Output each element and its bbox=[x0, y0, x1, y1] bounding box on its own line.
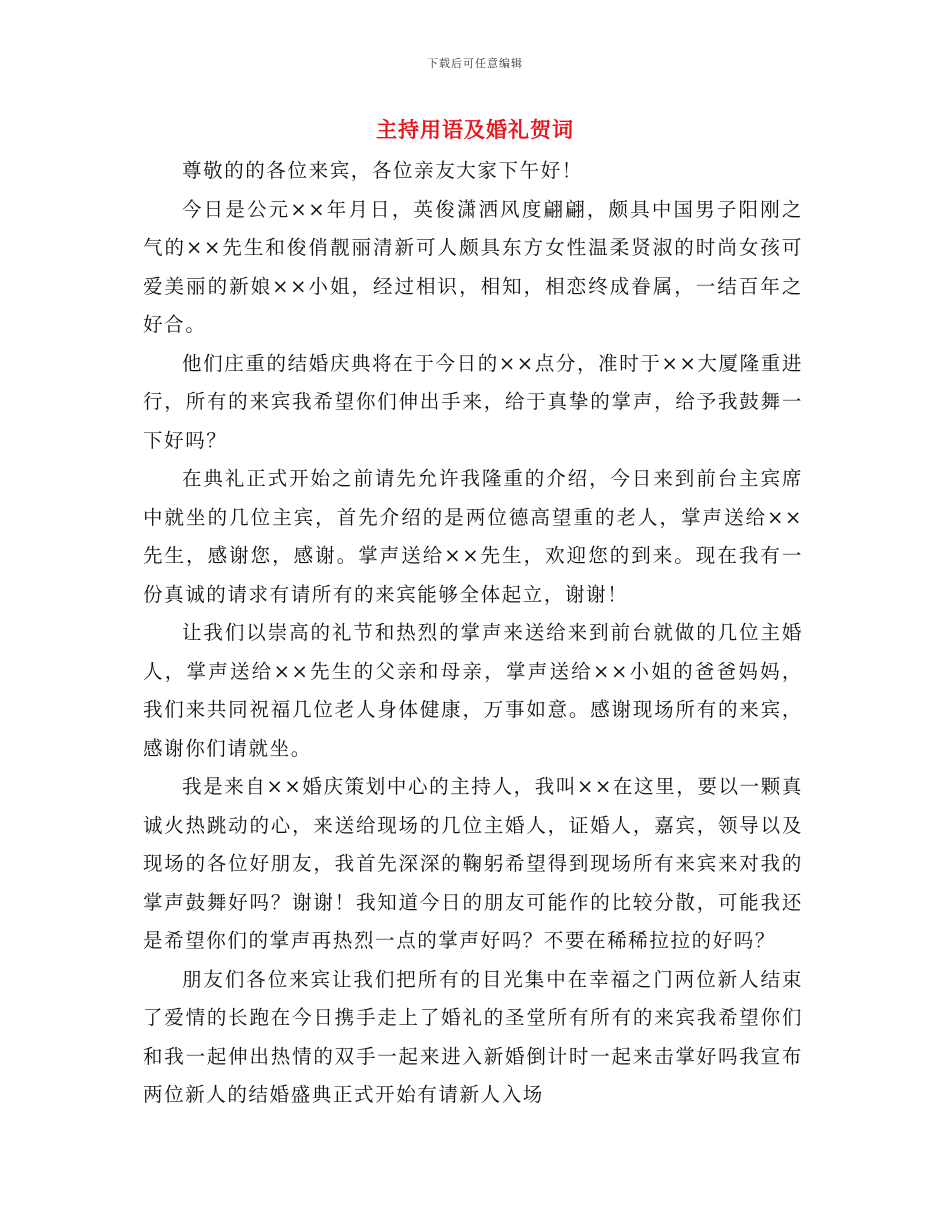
paragraph-honored-guests: 在典礼正式开始之前请先允许我隆重的介绍，今日来到前台主宾席中就坐的几位主宾，首先介绍的是两位德高望重的老人，掌声送给××先生，感谢您，感谢。掌声送给××先生，欢迎您的到来。现在我有一份真诚的请求有请所有的来宾能够全体起立，谢谢！ bbox=[143, 467, 803, 606]
document-body bbox=[143, 152, 803, 1115]
paragraph-greeting: 尊敬的的各位来宾，各位亲友大家下午好！ bbox=[182, 159, 583, 182]
paragraph-introduction: 今日是公元××年月日，英俊潇洒风度翩翩，颇具中国男子阳刚之气的××先生和俊俏靓丽清新可人颇具东方女性温柔贤淑的时尚女孩可爱美丽的新娘××小姐，经过相识，相知，相恋终成眷属，一结百年之好合。 bbox=[143, 197, 803, 336]
page-header-note: 下载后可任意编辑 bbox=[427, 57, 523, 70]
paragraph-host-introduction: 我是来自××婚庆策划中心的主持人，我叫××在这里，要以一颗真诚火热跳动的心，来送给现场的几位主婚人，证婚人，嘉宾，领导以及现场的各位好朋友，我首先深深的鞠躬希望得到现场所有来宾来对我的掌声鼓舞好吗？谢谢！我知道今日的朋友可能作的比较分散，可能我还是希望你们的掌声再热烈一点的掌声好吗？不要在稀稀拉拉的好吗？ bbox=[143, 775, 803, 952]
document-title: 主持用语及婚礼贺词 bbox=[376, 117, 574, 142]
paragraph-parents: 让我们以崇高的礼节和热烈的掌声来送给来到前台就做的几位主婚人，掌声送给××先生的父亲和母亲，掌声送给××小姐的爸爸妈妈，我们来共同祝福几位老人身体健康，万事如意。感谢现场所有的来宾，感谢你们请就坐。 bbox=[143, 621, 803, 760]
paragraph-ceremony-time: 他们庄重的结婚庆典将在于今日的××点分，准时于××大厦隆重进行，所有的来宾我希望你们伸出手来，给于真挚的掌声，给予我鼓舞一下好吗？ bbox=[143, 351, 803, 452]
paragraph-couple-entrance: 朋友们各位来宾让我们把所有的目光集中在幸福之门两位新人结束了爱情的长跑在今日携手走上了婚礼的圣堂所有所有的来宾我希望你们和我一起伸出热情的双手一起来进入新婚倒计时一起来击掌好吗我宣布两位新人的结婚盛典正式开始有请新人入场 bbox=[143, 967, 803, 1106]
